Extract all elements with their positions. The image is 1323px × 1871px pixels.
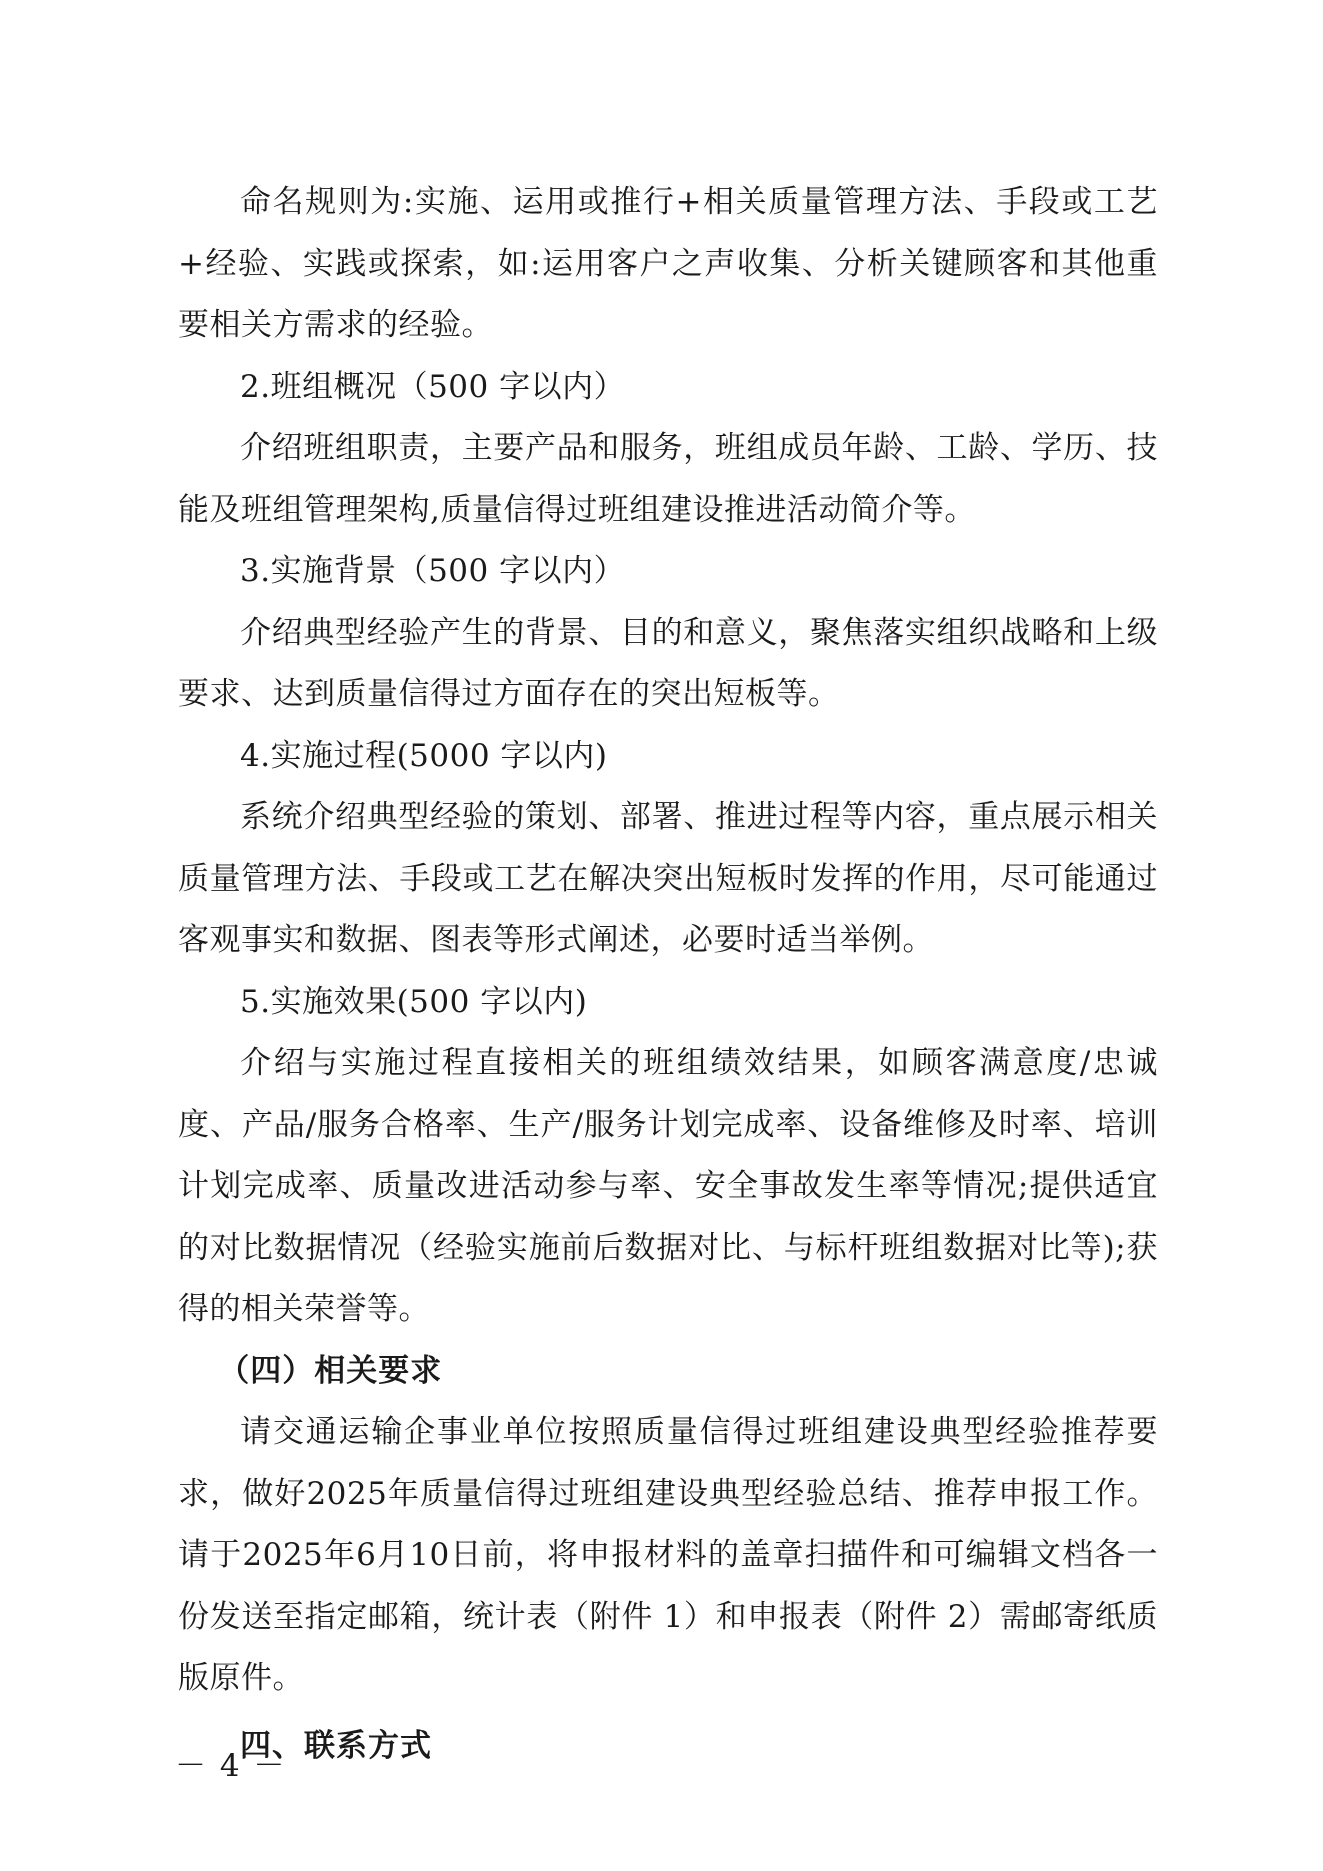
- section-heading-contact: 四、联系方式: [240, 1727, 432, 1764]
- item-heading-background: 3.实施背景（500 字以内）: [240, 553, 626, 589]
- paragraph-naming-rule: 命名规则为:实施、运用或推行+相关质量管理方法、手段或工艺+经验、实践或探索，如:运用客户之声收集、分析关键顾客和其他重要相关方需求的经验。: [178, 184, 1158, 343]
- page-number: － 4 －: [175, 1748, 287, 1784]
- item-heading-process: 4.实施过程(5000 字以内): [240, 737, 608, 774]
- item-heading-results: 5.实施效果(500 字以内): [240, 983, 588, 1020]
- item-heading-team-overview: 2.班组概况（500 字以内）: [240, 368, 626, 405]
- subheading-requirements: （四）相关要求: [218, 1352, 443, 1389]
- paragraph-background: 介绍典型经验产生的背景、目的和意义，聚焦落实组织战略和上级要求、达到质量信得过方面存在的突出短板等。: [178, 614, 1158, 712]
- paragraph-results: 介绍与实施过程直接相关的班组绩效结果，如顾客满意度/忠诚度、产品/服务合格率、生产/服务计划完成率、设备维修及时率、培训计划完成率、质量改进活动参与率、安全事故发生率等情况;提供适宜的对比数据情况（经验实施前后数据对比、与标杆班组数据对比等);获得的相关荣誉等。: [178, 1045, 1158, 1327]
- paragraph-team-overview: 介绍班组职责，主要产品和服务，班组成员年龄、工龄、学历、技能及班组管理架构,质量信得过班组建设推进活动简介等。: [178, 430, 1158, 528]
- document-body: [178, 172, 1158, 1777]
- paragraph-requirements: 请交通运输企事业单位按照质量信得过班组建设典型经验推荐要求，做好2025年质量信得过班组建设典型经验总结、推荐申报工作。请于2025年6月10日前，将申报材料的盖章扫描件和可编辑文档各一份发送至指定邮箱，统计表（附件 1）和申报表（附件 2）需邮寄纸质版原件。: [178, 1414, 1158, 1696]
- paragraph-process: 系统介绍典型经验的策划、部署、推进过程等内容，重点展示相关质量管理方法、手段或工艺在解决突出短板时发挥的作用，尽可能通过客观事实和数据、图表等形式阐述，必要时适当举例。: [178, 799, 1158, 958]
